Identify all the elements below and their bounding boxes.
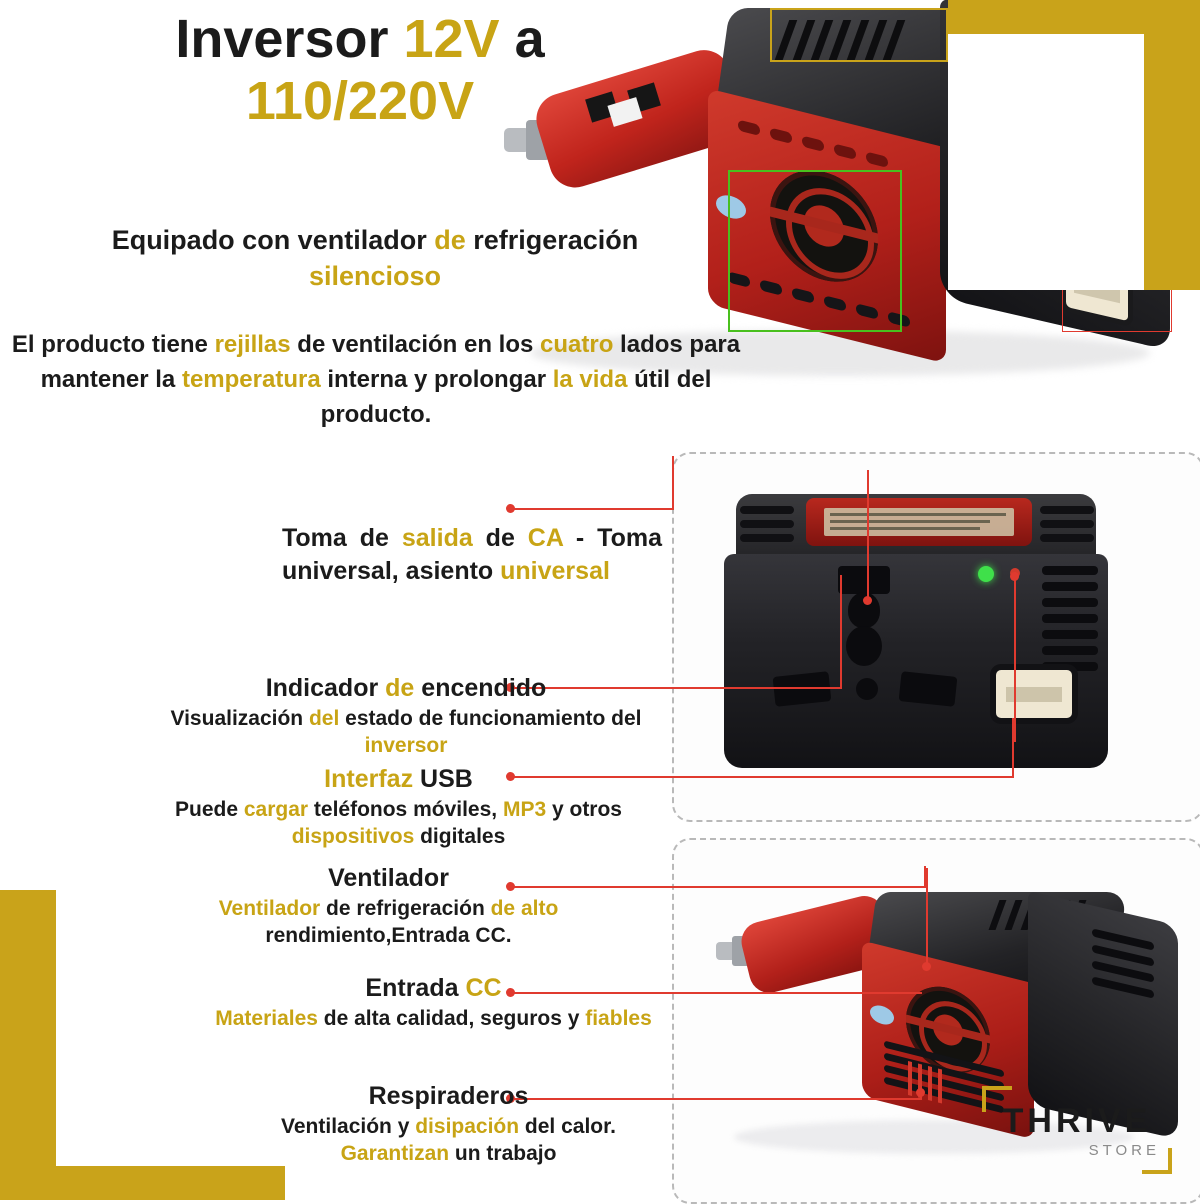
ann4-sub4: rendimiento,Entrada CC.	[265, 923, 512, 947]
callout-line-fan-vert	[926, 868, 928, 966]
hero-green-highlight-box	[728, 170, 902, 332]
corner-frame-top-right	[948, 0, 1200, 290]
ann4-sub3: de alto	[490, 896, 559, 920]
ann2-sub3: estado de funcionamiento del	[339, 706, 642, 730]
front-label-strip	[806, 498, 1032, 546]
ann3-sub5: y otros	[546, 797, 622, 821]
ann6-sub4: Garantizan	[340, 1141, 450, 1165]
ann4-sub2: de refrigeración	[320, 896, 491, 920]
callout-line-ca-up	[672, 456, 674, 510]
title-part-2: 12V	[403, 9, 500, 69]
ann3-sub2: cargar	[243, 797, 309, 821]
front-socket-earth	[856, 678, 878, 700]
ann5-sub1: Materiales	[215, 1006, 318, 1030]
title-part-3: a	[499, 9, 545, 69]
ann3-sub6: dispositivos	[291, 824, 415, 848]
front-usb-port	[996, 670, 1072, 718]
front-view-device	[710, 488, 1130, 778]
ann1-seg1: Toma de	[282, 524, 402, 552]
ann2-sub2: del	[308, 706, 340, 730]
callout-line-ca-vert	[867, 470, 869, 600]
title-line-2: 110/220V	[245, 71, 475, 132]
annotation-ventilador	[115, 862, 662, 949]
ann6-sub5: un trabajo	[449, 1141, 557, 1165]
ann1-seg6: universal	[500, 556, 610, 585]
ann1-seg5: - Toma universal, asiento	[282, 524, 662, 585]
ann6-seg1: Respiraderos	[368, 1082, 529, 1110]
annotation-indicador-encendido	[150, 672, 662, 759]
callout-line-ca	[510, 508, 674, 510]
para-seg-8: la vida	[552, 365, 628, 393]
annotation-interfaz-usb	[135, 763, 662, 850]
ann3-seg1: Interfaz	[324, 765, 421, 793]
front-socket-right-pin	[899, 671, 958, 707]
callout-line-indicador-up	[840, 575, 842, 689]
ann2-sub4: inversor	[364, 733, 448, 757]
ann4-sub1: Ventilador	[218, 896, 321, 920]
intro-paragraph	[0, 328, 752, 432]
callout-line-usb-vert	[1014, 572, 1016, 742]
ann6-sub3: del calor.	[519, 1114, 616, 1138]
ann3-sub1: Puede	[174, 797, 244, 821]
front-socket-top-slot	[838, 566, 890, 594]
ann3-sub4: MP3	[502, 797, 547, 821]
callout-line-usb-up	[1012, 718, 1014, 778]
green-power-indicator	[978, 566, 994, 582]
ann5-sub3: fiables	[585, 1006, 652, 1030]
ann5-seg1: Entrada	[365, 974, 466, 1002]
page-title	[40, 8, 680, 132]
ann3-sub7: digitales	[414, 824, 506, 848]
callout-dot-ca-text	[506, 504, 515, 513]
ann5-seg2: CC	[465, 974, 502, 1002]
hero-gold-highlight-box	[770, 8, 948, 62]
title-part-1: Inversor	[175, 9, 404, 69]
ann1-seg2: salida	[401, 524, 473, 552]
logo-name: THRIVE	[1002, 1102, 1152, 1140]
intro-subtitle-part-1: Equipado con ventilador	[111, 225, 435, 255]
callout-dot-ca	[863, 596, 872, 605]
photo-panel-front-view	[672, 452, 1200, 822]
callout-dot-vent	[916, 1088, 925, 1097]
callout-line-ventilador-up	[924, 866, 926, 888]
para-seg-1: El producto tiene	[11, 331, 215, 358]
ann6-sub1: Ventilación y	[281, 1114, 416, 1138]
angled-right-vents	[1092, 928, 1158, 1013]
front-socket-left-pin	[773, 671, 832, 707]
para-seg-3: de ventilación en los	[290, 331, 541, 358]
annotation-toma-salida-ca	[282, 522, 662, 587]
front-vent-column	[1042, 566, 1098, 686]
ann4-seg1: Ventilador	[328, 864, 449, 892]
intro-subtitle	[10, 222, 740, 295]
para-seg-4: cuatro	[540, 331, 614, 358]
para-seg-6: temperatura	[181, 365, 321, 393]
para-seg-9: útil del producto.	[320, 365, 712, 428]
ann2-seg1: Indicador	[265, 674, 386, 702]
callout-dot-fan	[922, 962, 931, 971]
front-socket-round	[846, 626, 882, 666]
intro-subtitle-part-3: refrigeración	[465, 225, 639, 255]
ann2-seg2: de	[385, 674, 415, 702]
callout-dot-led	[1010, 572, 1019, 581]
ann5-sub2: de alta calidad, seguros y	[317, 1006, 586, 1030]
ann1-seg3: de	[472, 524, 528, 552]
ann3-seg2: USB	[420, 765, 473, 793]
intro-subtitle-part-4: silencioso	[308, 261, 442, 292]
para-seg-2: rejillas	[214, 331, 291, 358]
ann6-sub2: disipación	[415, 1114, 520, 1138]
para-seg-7: interna y prolongar	[320, 365, 553, 393]
ann1-seg4: CA	[527, 524, 563, 552]
ann3-sub3: teléfonos móviles,	[308, 797, 503, 821]
ann2-sub1: Visualización	[170, 706, 309, 730]
front-vent-left	[740, 506, 794, 550]
annotation-respiraderos	[235, 1080, 662, 1167]
brand-logo	[982, 1086, 1172, 1174]
annotation-entrada-cc	[205, 972, 662, 1032]
para-seg-5: lados para mantener la	[40, 331, 741, 393]
front-vent-right	[1040, 506, 1094, 550]
ann2-seg3: encendido	[414, 674, 547, 702]
logo-subtitle: STORE	[1088, 1142, 1160, 1159]
intro-subtitle-part-2: de	[434, 225, 466, 255]
